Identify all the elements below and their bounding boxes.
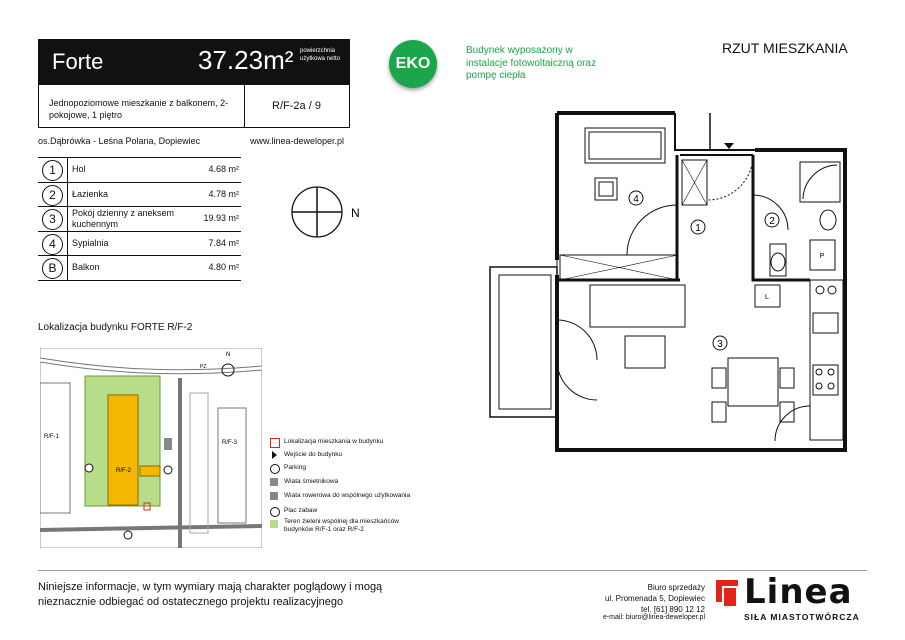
compass-icon	[290, 185, 370, 241]
eko-text: Budynek wyposażony w instalacje fotowoltaiczną oraz pompę ciepła	[466, 45, 597, 81]
footer-divider	[38, 570, 867, 571]
site-map	[40, 348, 262, 548]
legend-item: Wiata rowerowa do wspólnego użytkowania	[284, 492, 410, 499]
room-label: 4	[633, 194, 639, 205]
legend-item: Teren zieleni wspólnej dla mieszkańców budynków R/F-1 oraz R/F-2	[284, 518, 424, 534]
office-title: Biuro sprzedaży	[647, 583, 705, 592]
room-name: Pokój dzienny z aneksem kuchennym	[72, 208, 175, 229]
building-label: R/F-1	[44, 434, 59, 440]
floor-plan	[485, 110, 860, 460]
office-phone: tel. [61] 890 12 12	[640, 605, 705, 614]
office-street: ul. Promenada 5, Dopiewiec	[604, 594, 705, 603]
apartment-code: R/F-2a / 9	[272, 100, 321, 112]
map-pz-label: PZ	[200, 364, 207, 370]
legend-item: Lokalizacja mieszkania w budynku	[284, 438, 383, 445]
room-row	[38, 256, 241, 281]
trash-shelter-icon	[270, 478, 278, 486]
room-name: Balkon	[72, 262, 100, 272]
apartment-header	[38, 39, 350, 85]
address: os.Dąbrówka - Leśna Polana, Dopiewiec	[38, 136, 201, 146]
apartment-name: Forte	[52, 49, 104, 74]
room-row	[38, 158, 241, 183]
sales-office	[580, 582, 705, 615]
apartment-description	[38, 85, 350, 128]
office-email[interactable]: e-mail: biuro@linea-deweloper.pl	[602, 614, 705, 621]
eko-badge: EKO	[389, 40, 437, 88]
plan-label-p: P	[819, 253, 825, 260]
location-marker-icon	[270, 438, 280, 448]
room-number: 2	[42, 185, 63, 206]
room-name: Łazienka	[72, 188, 109, 199]
location-title: Lokalizacja budynku FORTE R/F-2	[38, 322, 193, 333]
room-number: 3	[42, 209, 63, 230]
legend-item: Plac zabaw	[284, 507, 317, 514]
logo-text: Linea	[744, 572, 853, 612]
compass-label: N	[351, 206, 360, 220]
playground-icon	[270, 507, 280, 517]
logo-tagline: SIŁA MIASTOTWÓRCZA	[744, 612, 860, 622]
room-label: 2	[769, 216, 775, 227]
room-number: 1	[42, 160, 63, 181]
website-link[interactable]: www.linea-deweloper.pl	[250, 136, 345, 146]
room-name: Sypialnia	[72, 237, 109, 248]
room-label: 1	[695, 223, 701, 234]
building-label: R/F-3	[222, 440, 237, 446]
plan-title: RZUT MIESZKANIA	[722, 40, 848, 56]
legend-item: Wiata śmietnikowa	[284, 478, 338, 485]
entrance-arrow-icon	[724, 143, 734, 149]
map-north-label: N	[226, 352, 231, 358]
room-number: 4	[42, 234, 63, 255]
room-area: 4.78 m²	[208, 188, 239, 199]
room-area: 4.68 m²	[208, 164, 239, 174]
green-area-icon	[270, 520, 278, 528]
room-row	[38, 207, 241, 232]
rooms-table	[38, 157, 241, 281]
room-row	[38, 183, 241, 208]
room-area: 19.93 m²	[203, 213, 239, 223]
area-note: powierzchnia użytkowa netto	[300, 48, 341, 62]
room-number: B	[42, 258, 63, 279]
room-area: 7.84 m²	[208, 237, 239, 248]
legend-item: Parking	[284, 464, 306, 471]
room-label: 3	[717, 339, 723, 350]
description-text: Jednopoziomowe mieszkanie z balkonem, 2-pokojowe, 1 piętro	[49, 98, 229, 120]
entrance-icon	[272, 451, 277, 459]
room-row	[38, 232, 241, 257]
parking-icon	[270, 464, 280, 474]
bike-shelter-icon	[270, 492, 278, 500]
disclaimer: Niniejsze informacje, w tym wymiary mają charakter poglądowy i mogą nieznacznie odbiegać od ostatecznego projektu realizacyjnego	[38, 581, 383, 608]
room-area: 4.80 m²	[208, 262, 239, 272]
room-name: Hol	[72, 164, 86, 174]
apartment-area: 37.23m²	[198, 45, 294, 75]
legend-item: Wejście do budynku	[284, 451, 342, 458]
plan-label-l: L	[765, 294, 769, 301]
building-label: R/F-2	[116, 468, 131, 474]
